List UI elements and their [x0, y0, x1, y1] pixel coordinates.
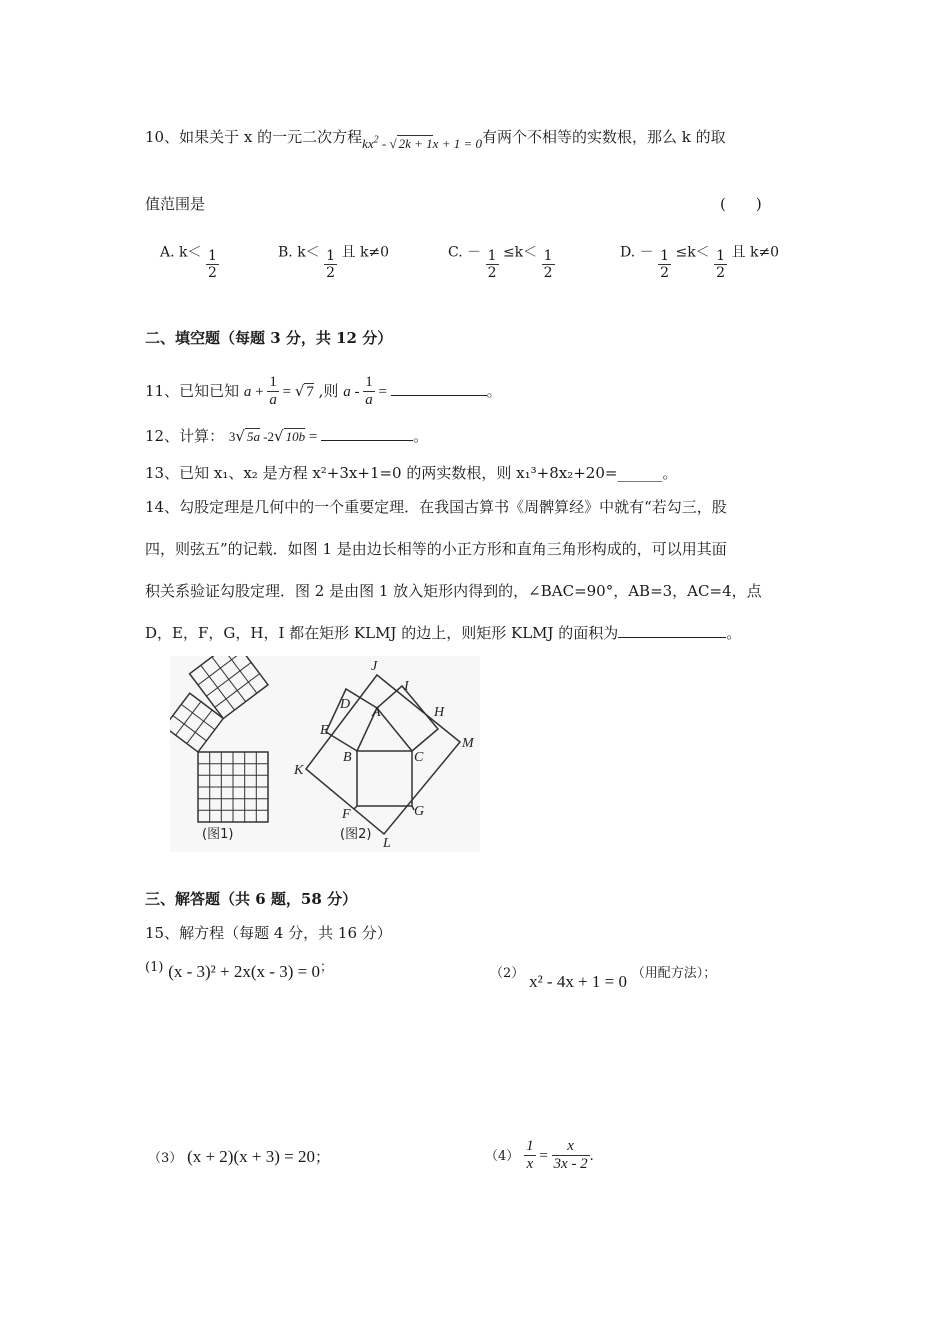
- q10-option-c-label: C. －: [448, 244, 482, 261]
- frac-num: 1: [660, 248, 670, 264]
- q15-p3-label: （3）: [148, 1151, 183, 1166]
- frac-num: 1: [363, 374, 375, 392]
- q15-p2-equation: x² - 4x + 1 = 0: [529, 972, 627, 991]
- q10-option-b-frac: [324, 248, 337, 281]
- label-k: K: [294, 763, 304, 778]
- q10-line1: [145, 126, 726, 151]
- q10-option-c-frac2: [542, 248, 555, 281]
- frac-den: 2: [660, 265, 670, 282]
- q15-p3-end: ；: [314, 1148, 330, 1166]
- label-a: A: [372, 705, 381, 720]
- frac-num: 1: [524, 1138, 536, 1156]
- frac-den: a: [269, 392, 277, 409]
- q14-line3: 积关系验证勾股定理．图 2 是由图 1 放入矩形内得到的，∠BAC=90°，AB=3，AC=4，点: [145, 582, 762, 600]
- label-l: L: [383, 836, 391, 851]
- frac-den: 2: [207, 265, 217, 282]
- q10-option-b-tail: 且 k≠0: [341, 244, 390, 261]
- q11-mid: ,则: [313, 381, 344, 400]
- frac-num: 1: [326, 248, 336, 264]
- q14-figures: [170, 656, 480, 852]
- q10-eq-tail: x + 1 = 0: [432, 136, 482, 151]
- frac-num: 1: [207, 248, 217, 264]
- q10-suffix: 有两个不相等的实数根，那么 k 的取: [482, 128, 726, 146]
- q10-eq-sup: 2: [373, 134, 379, 146]
- q10-option-d-mid: ≤k＜: [675, 244, 710, 261]
- label-i: I: [404, 679, 409, 694]
- q10-option-d: [620, 236, 780, 282]
- q12-rad2: 10b: [285, 429, 306, 444]
- q10-option-b-label: B. k＜: [278, 244, 320, 261]
- q15-title: 15、解方程（每题 4 分，共 16 分）: [145, 924, 392, 942]
- q10-option-d-label: D. －: [620, 244, 654, 261]
- label-d: D: [340, 697, 351, 712]
- section-3-title: 三、解答题（共 6 题，58 分）: [145, 890, 357, 908]
- q11-line: 11、已知已知 a + $\frac{1}{a}$ = √ 7 ,则 a - $\frac{1}{a}$ = 。: [145, 374, 502, 409]
- q15-p4-end: .: [589, 1147, 594, 1164]
- frac-den: 2: [716, 265, 726, 282]
- q11-var-a: a: [243, 383, 252, 400]
- q15-p4-frac2: [552, 1138, 590, 1174]
- q10-line2: 值范围是: [145, 195, 206, 213]
- fig2-caption: (图2): [340, 827, 372, 842]
- q14-answer-blank[interactable]: [618, 623, 726, 638]
- q14-line1: 14、勾股定理是几何中的一个重要定理．在我国古算书《周髀算经》中就有“若勾三，股: [145, 498, 727, 516]
- q10-eq-radicand: 2k + 1: [398, 136, 433, 151]
- label-b: B: [343, 750, 352, 765]
- frac-num: 1: [543, 248, 553, 264]
- q11-frac2: [363, 374, 375, 410]
- figure1-left-square: [170, 693, 223, 752]
- q11-frac1: [267, 374, 279, 410]
- q15-p1-end: ；: [319, 960, 333, 975]
- q15-part4: [485, 1138, 593, 1174]
- q14-line4-text: D，E，F，G，H，I 都在矩形 KLMJ 的边上，则矩形 KLMJ 的面积为: [145, 624, 619, 642]
- figure1-right-square: [190, 656, 268, 719]
- frac-den: x: [526, 1156, 534, 1173]
- frac-den: 2: [543, 265, 553, 282]
- q11-answer-blank[interactable]: [391, 381, 487, 396]
- label-g: G: [414, 804, 425, 819]
- q12-end: 。: [413, 427, 429, 445]
- frac-den: 2: [326, 265, 336, 282]
- label-f: F: [342, 807, 351, 822]
- q10-eq-minus: -: [378, 136, 390, 151]
- label-e: E: [320, 723, 329, 738]
- q12-prefix: 12、计算：: [145, 427, 225, 445]
- q11-prefix: 11、已知已知: [145, 381, 240, 400]
- q10-prefix: 10、如果关于 x 的一元二次方程: [145, 128, 363, 146]
- q14-line2: 四，则弦五”的记载．如图 1 是由边长相等的小正方形和直角三角形构成的，可以用其面: [145, 540, 727, 558]
- q10-option-d-frac1: [658, 248, 671, 281]
- label-j: J: [371, 659, 378, 674]
- q15-part1: [145, 962, 333, 982]
- figure-image: [170, 656, 480, 852]
- frac-den: 3x - 2: [553, 1156, 588, 1173]
- q15-p1-equation: (x - 3)² + 2x(x - 3) = 0: [168, 962, 320, 981]
- q10-eq-a: kx: [362, 136, 374, 151]
- q15-p3-equation: (x + 2)(x + 3) = 20: [187, 1147, 315, 1166]
- q12-rad1: 5a: [246, 429, 260, 444]
- fig1-caption: (图1): [202, 827, 234, 842]
- q15-part3: [148, 1146, 330, 1167]
- label-m: M: [462, 736, 474, 751]
- q15-p2-note: （用配方法）；: [631, 966, 717, 981]
- q12-line: 12、计算： 3√ 5a -2√ 10b = 。: [145, 427, 429, 445]
- q10-option-d-tail: 且 k≠0: [731, 244, 780, 261]
- q11-var-a2: a: [343, 383, 351, 400]
- q14-line4: [145, 622, 741, 643]
- q10-answer-paren: ( ): [720, 195, 762, 213]
- q12-eq: =: [305, 429, 322, 445]
- q11-tail: =: [374, 383, 391, 400]
- q15-p4-frac1: [524, 1138, 536, 1174]
- q11-sqrt7: 7: [306, 383, 314, 400]
- q12-coef1: 3: [228, 429, 236, 444]
- q11-minus: -: [350, 383, 364, 400]
- q15-part2: [490, 962, 717, 991]
- q15-p1-label: (1): [145, 960, 164, 975]
- q12-answer-blank[interactable]: [321, 426, 413, 441]
- q10-option-c-mid: ≤k＜: [502, 244, 538, 261]
- q15-p4-label: （4）: [485, 1148, 520, 1164]
- q13-line: 13、已知 x₁、x₂ 是方程 x²+3x+1=0 的两实数根，则 x₁³+8x₂+20=______。: [145, 464, 678, 482]
- label-h: H: [434, 705, 445, 720]
- q10-option-a: [160, 236, 219, 282]
- section-2-title: 二、填空题（每题 3 分，共 12 分）: [145, 329, 393, 347]
- q15-p4-eq: =: [535, 1147, 552, 1164]
- q10-option-c: [448, 236, 555, 282]
- q11-eq: =: [278, 383, 295, 400]
- q15-p2-label: （2）: [490, 966, 525, 981]
- frac-num: x: [552, 1138, 590, 1156]
- figure2: [306, 675, 460, 834]
- label-c: C: [414, 750, 424, 765]
- frac-den: a: [365, 392, 373, 409]
- frac-num: 1: [487, 248, 497, 264]
- q10-option-d-frac2: [714, 248, 727, 281]
- q14-end: 。: [726, 624, 742, 642]
- q10-option-a-label: A. k＜: [160, 244, 202, 261]
- figure1-big-square: [198, 752, 268, 822]
- frac-den: 2: [487, 265, 497, 282]
- q12-mid: -2: [259, 429, 275, 444]
- frac-num: 1: [716, 248, 726, 264]
- q11-plus: +: [251, 383, 268, 400]
- q11-end: 。: [486, 381, 502, 400]
- q10-option-c-frac1: [486, 248, 499, 281]
- q10-option-a-frac: [206, 248, 219, 281]
- q10-equation: $kx^2$ - √ 2k + 1x + 1 = 0: [362, 134, 482, 151]
- q10-option-b: [278, 236, 390, 282]
- frac-num: 1: [267, 374, 279, 392]
